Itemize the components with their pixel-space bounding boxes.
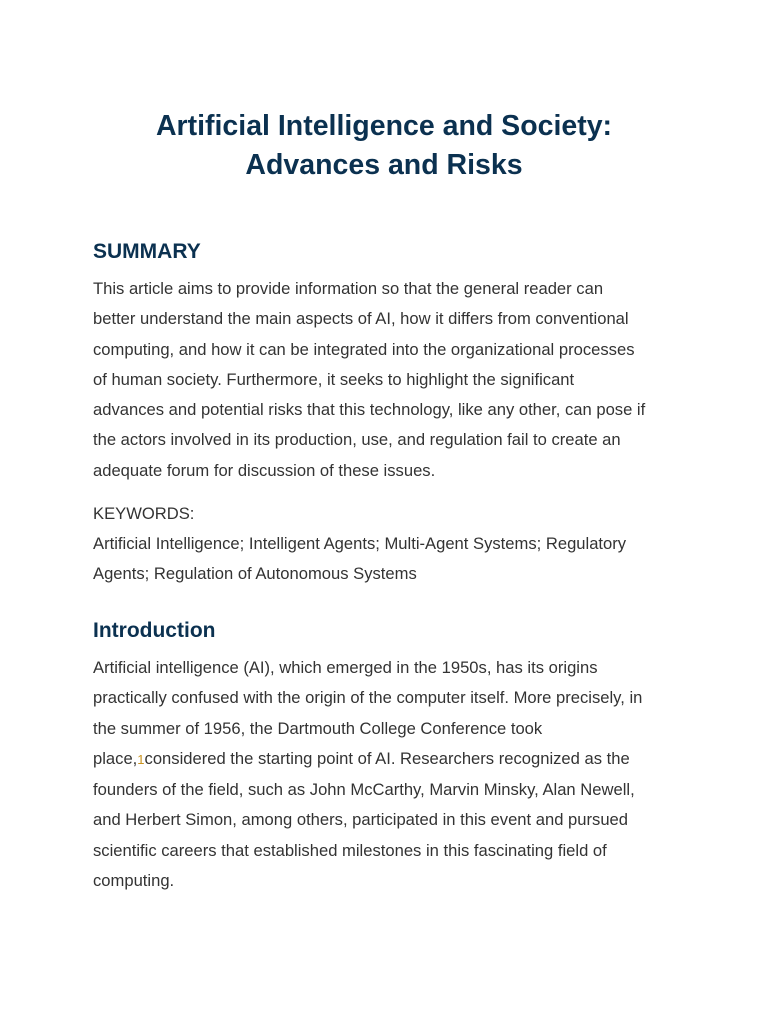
summary-heading: SUMMARY — [93, 240, 201, 263]
summary-line: computing, and how it can be integrated into the organizational processes — [93, 339, 635, 359]
footnote-marker[interactable]: 1 — [137, 751, 145, 767]
summary-line: better understand the main aspects of AI, how it differs from conventional — [93, 309, 629, 329]
introduction-line: founders of the field, such as John McCarthy, Marvin Minsky, Alan Newell, — [93, 780, 635, 800]
introduction-heading: Introduction — [93, 619, 216, 642]
summary-line: the actors involved in its production, use, and regulation fail to create an — [93, 430, 621, 450]
introduction-line-with-footnote — [93, 744, 642, 775]
keywords-list — [93, 529, 626, 590]
summary-line: This article aims to provide information so that the general reader can — [93, 279, 604, 298]
summary-line: adequate forum for discussion of these issues. — [93, 460, 436, 480]
introduction-line: scientific careers that established milestones in this fascinating field of — [93, 840, 607, 860]
keywords-label — [93, 499, 194, 529]
introduction-line: the summer of 1956, the Dartmouth College Conference took — [93, 718, 543, 738]
keywords-label-text: KEYWORDS: — [93, 504, 195, 523]
introduction-paragraph — [93, 653, 642, 896]
summary-line: advances and potential risks that this technology, like any other, can pose if — [93, 400, 646, 420]
title-line-2: Advances and Risks — [245, 149, 523, 181]
introduction-line-end: considered the starting point of AI. Researchers recognized as the — [144, 748, 630, 768]
summary-paragraph — [93, 274, 645, 486]
introduction-line: practically confused with the origin of the computer itself. More precisely, in — [93, 688, 643, 708]
introduction-line-start: place, — [93, 748, 138, 768]
introduction-line: Artificial intelligence (AI), which emerged in the 1950s, has its origins — [93, 658, 598, 677]
introduction-line: computing. — [93, 871, 175, 891]
introduction-line: and Herbert Simon, among others, participated in this event and pursued — [93, 810, 629, 830]
keywords-line: Artificial Intelligence; Intelligent Agents; Multi-Agent Systems; Regulatory — [93, 534, 627, 553]
summary-line: of human society. Furthermore, it seeks to highlight the significant — [93, 369, 575, 389]
document-title — [93, 107, 675, 185]
title-line-1: Artificial Intelligence and Society: — [155, 110, 613, 142]
keywords-line: Agents; Regulation of Autonomous Systems — [93, 564, 417, 584]
